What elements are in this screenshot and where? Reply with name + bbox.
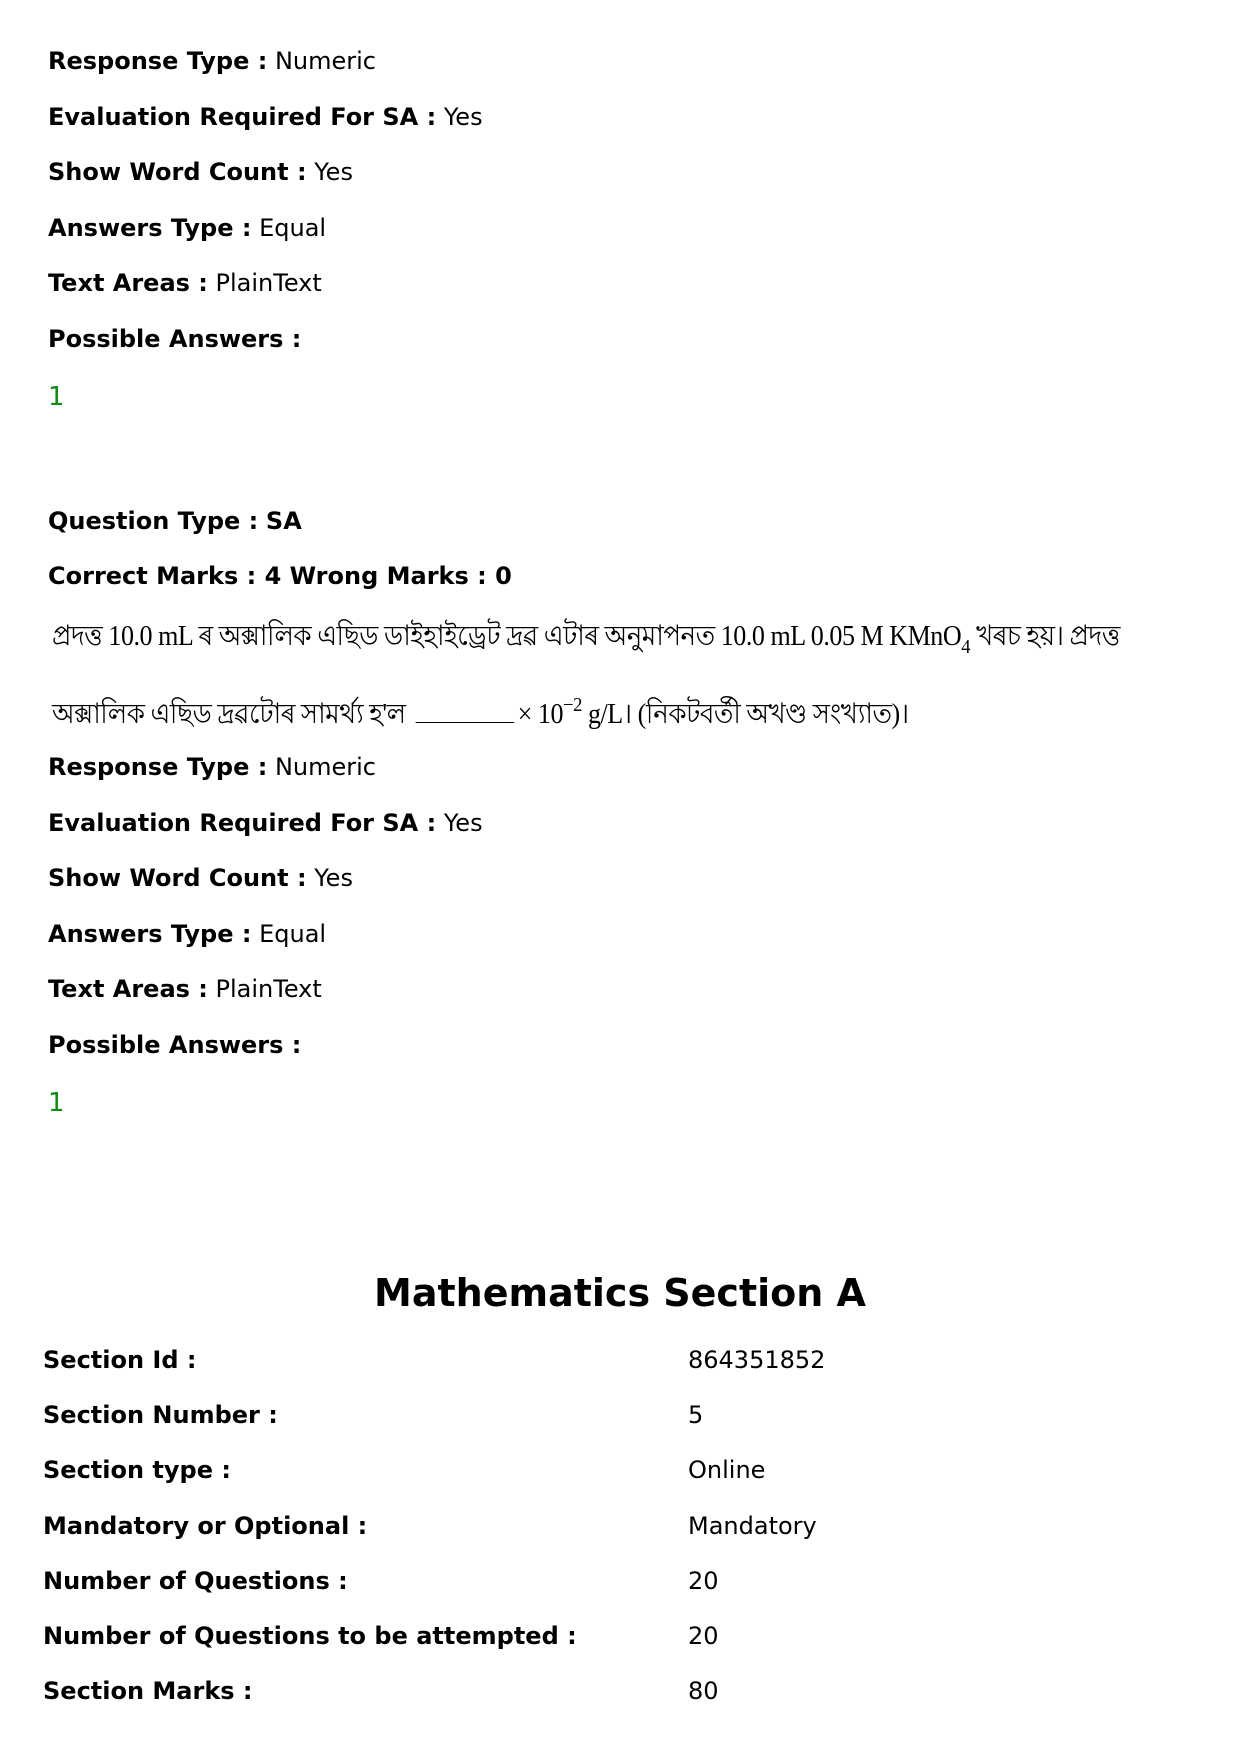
show-word-count-value: Yes [314, 864, 353, 892]
answers-type-value: Equal [259, 214, 327, 242]
section-type-value: Online [688, 1456, 766, 1484]
marks-line [48, 561, 512, 591]
evaluation-required-value: Yes [443, 809, 483, 837]
mandatory-optional-value: Mandatory [688, 1512, 817, 1540]
section-id-value: 864351852 [688, 1346, 826, 1374]
possible-answers-label: Possible Answers : [48, 1031, 302, 1059]
evaluation-required-line [48, 102, 483, 132]
questions-attempted-label: Number of Questions to be attempted : [43, 1622, 577, 1650]
evaluation-required-line [48, 808, 483, 838]
section-info-row [43, 1620, 1193, 1652]
response-type-value: Numeric [274, 753, 376, 781]
marks-text: Correct Marks : 4 Wrong Marks : 0 [48, 562, 512, 590]
question-type-label: Question Type : [48, 507, 259, 535]
possible-answer-value: 1 [48, 382, 65, 412]
answer-blank [415, 700, 514, 723]
show-word-count-line [48, 863, 353, 893]
question-text-part: × 10 [517, 699, 564, 730]
question-text-part: g/L। (নিকটবৰ্তী অখণ্ড সংখ্যাত)। [581, 699, 909, 730]
section-info-row [43, 1675, 1193, 1707]
question-type-line [48, 506, 302, 536]
show-word-count-label: Show Word Count : [48, 864, 307, 892]
possible-answers-label: Possible Answers : [48, 325, 302, 353]
response-type-line [48, 46, 376, 76]
text-areas-line [48, 268, 322, 298]
section-info-row [43, 1344, 1193, 1376]
number-of-questions-value: 20 [688, 1567, 719, 1595]
response-type-label: Response Type : [48, 753, 268, 781]
question-text-line-2 [52, 688, 909, 732]
text-areas-label: Text Areas : [48, 975, 208, 1003]
question-text-part: প্ৰদত্ত 10.0 mL ৰ অক্সালিক এছিড ডাইহাইড্ৰেট দ্ৰৱ এটাৰ অনুমাপনত 10.0 mL 0.05 M KMnO [52, 621, 962, 652]
possible-answer-value: 1 [48, 1088, 65, 1118]
response-type-label: Response Type : [48, 47, 268, 75]
evaluation-required-value: Yes [443, 103, 483, 131]
possible-answers-line [48, 324, 301, 354]
subscript: 4 [961, 636, 971, 658]
section-info-row [43, 1565, 1193, 1597]
section-number-value: 5 [688, 1401, 704, 1429]
section-info-row [43, 1454, 1193, 1486]
text-areas-value: PlainText [215, 269, 322, 297]
section-info-row [43, 1399, 1193, 1431]
answers-type-label: Answers Type : [48, 920, 252, 948]
answers-type-value: Equal [259, 920, 327, 948]
answers-type-line [48, 919, 326, 949]
show-word-count-line [48, 157, 353, 187]
question-text-line-1 [52, 620, 1120, 664]
question-text-part: অক্সালিক এছিড দ্ৰৱটোৰ সামৰ্থ্য হ'ল [52, 699, 406, 730]
section-marks-label: Section Marks : [43, 1677, 253, 1705]
show-word-count-value: Yes [314, 158, 353, 186]
possible-answers-line [48, 1030, 301, 1060]
mandatory-optional-label: Mandatory or Optional : [43, 1512, 368, 1540]
section-id-label: Section Id : [43, 1346, 197, 1374]
section-info-row [43, 1510, 1193, 1542]
show-word-count-label: Show Word Count : [48, 158, 307, 186]
evaluation-required-label: Evaluation Required For SA : [48, 809, 437, 837]
number-of-questions-label: Number of Questions : [43, 1567, 348, 1595]
answers-type-label: Answers Type : [48, 214, 252, 242]
section-marks-value: 80 [688, 1677, 719, 1705]
section-number-label: Section Number : [43, 1401, 278, 1429]
questions-attempted-value: 20 [688, 1622, 719, 1650]
section-title: Mathematics Section A [374, 1271, 866, 1315]
question-type-value: SA [265, 507, 302, 535]
superscript: −2 [563, 694, 582, 716]
text-areas-line [48, 974, 322, 1004]
text-areas-label: Text Areas : [48, 269, 208, 297]
answers-type-line [48, 213, 326, 243]
response-type-line [48, 752, 376, 782]
response-type-value: Numeric [274, 47, 376, 75]
evaluation-required-label: Evaluation Required For SA : [48, 103, 437, 131]
text-areas-value: PlainText [215, 975, 322, 1003]
section-type-label: Section type : [43, 1456, 231, 1484]
question-text-part: খৰচ হয়। প্ৰদত্ত [970, 621, 1120, 652]
